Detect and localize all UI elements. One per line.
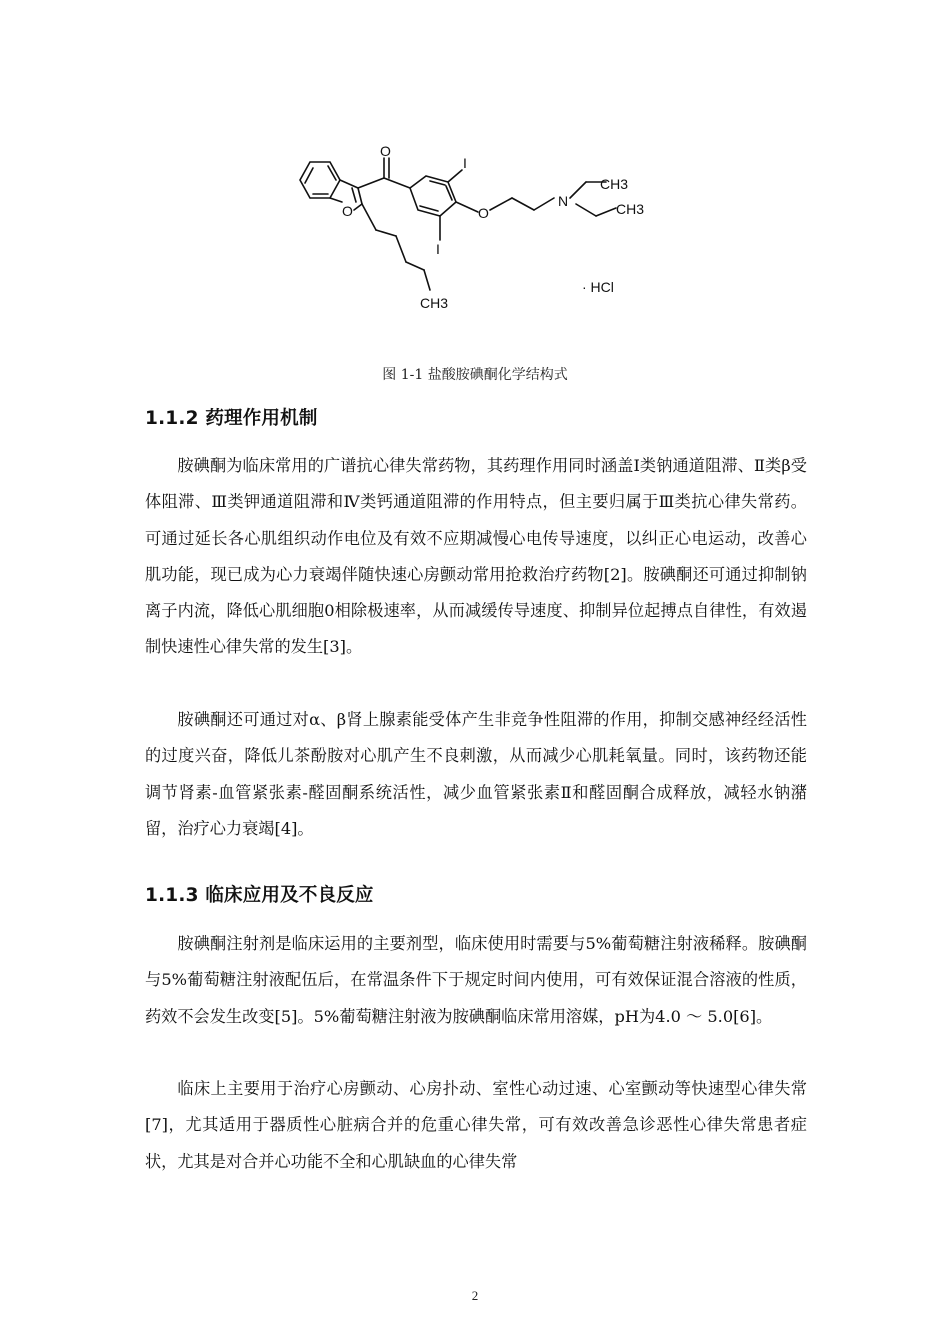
figure-caption: 图 1-1 盐酸胺碘酮化学结构式 xyxy=(382,367,568,383)
hcl-salt-label: · HCl xyxy=(582,279,614,295)
methyl-label-c: CH3 xyxy=(420,295,449,311)
section-heading-1-1-3: 1.1.3 临床应用及不良反应 xyxy=(145,885,374,906)
paragraph-clinical-1: 胺碘酮注射剂是临床运用的主要剂型，临床使用时需要与5%葡萄糖注射液稀释。胺碘酮与5%葡萄糖注射液配伍后，在常温条件下于规定时间内使用，可有效保证混合溶液的性质，药效不会发生改变[5]。5%葡萄糖注射液为胺碘酮临床常用溶媒，pH为4.0 ～ 5.0[6]。 xyxy=(145,934,807,1026)
paragraph-mechanism-2: 胺碘酮还可通过对α、β肾上腺素能受体产生非竞争性阻滞的作用，抑制交感神经经活性的过度兴奋，降低儿茶酚胺对心肌产生不良刺激，从而减少心肌耗氧量。同时，该药物还能调节肾素-血管紧张素-醛固酮系统活性，减少血管紧张素Ⅱ和醛固酮合成释放，减轻水钠潴留，治疗心力衰竭[4]。 xyxy=(145,710,807,838)
methyl-label-a: CH3 xyxy=(600,176,629,192)
paragraph-clinical-2: 临床上主要用于治疗心房颤动、心房扑动、室性心动过速、心室颤动等快速型心律失常[7]，尤其适用于器质性心脏病合并的危重心律失常，可有效改善急诊恶性心律失常患者症状，尤其是对合并心功能不全和心肌缺血的心律失常 xyxy=(145,1079,807,1171)
section-heading-1-1-2: 1.1.2 药理作用机制 xyxy=(145,408,318,429)
methyl-label-b: CH3 xyxy=(616,201,645,217)
ring-oxygen-label: O xyxy=(342,203,353,219)
carbonyl-oxygen-label: O xyxy=(380,143,391,159)
ether-oxygen-label: O xyxy=(478,205,489,221)
iodine-top-label: I xyxy=(463,155,467,171)
nitrogen-label: N xyxy=(558,193,569,209)
paragraph-mechanism-1: 胺碘酮为临床常用的广谱抗心律失常药物，其药理作用同时涵盖Ⅰ类钠通道阻滞、Ⅱ类β受体阻滞、Ⅲ类钾通道阻滞和Ⅳ类钙通道阻滞的作用特点，但主要归属于Ⅲ类抗心律失常药。可通过延长各心肌组织动作电位及有效不应期减慢心电传导速度，以纠正心电运动，改善心肌功能，现已成为心力衰竭伴随快速心房颤动常用抢救治疗药物[2]。胺碘酮还可通过抑制钠离子内流，降低心肌细胞0相除极速率，从而减缓传导速度、抑制异位起搏点自律性，有效遏制快速性心律失常的发生[3]。 xyxy=(145,456,807,657)
iodine-bottom-label: I xyxy=(436,241,440,257)
amiodarone-structure-diagram xyxy=(280,140,680,320)
chemical-structure-figure xyxy=(280,140,680,320)
page-number: 2 xyxy=(471,1288,479,1303)
